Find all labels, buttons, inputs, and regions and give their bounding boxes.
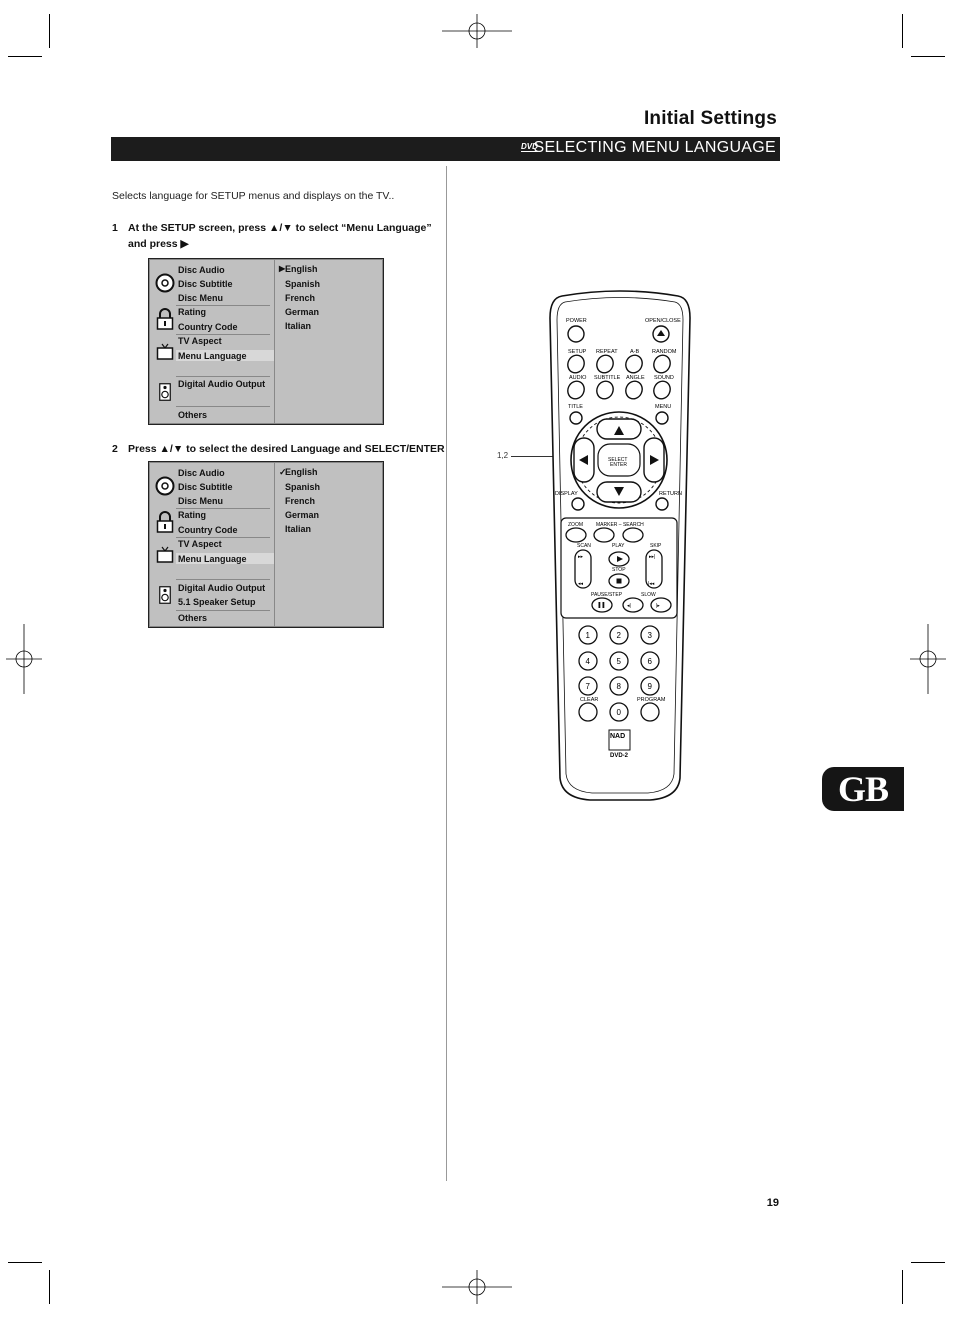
label-power: POWER (566, 318, 587, 324)
crop-mark (911, 56, 945, 57)
menu-item-country-code: Country Code (178, 525, 238, 535)
menu-separator (176, 376, 270, 377)
menu-separator (176, 508, 270, 509)
menu-item-disc-audio: Disc Audio (178, 468, 225, 478)
label-zoom: ZOOM (568, 522, 583, 528)
disc-icon (155, 476, 175, 496)
label-clear: CLEAR (580, 697, 599, 703)
search-button (623, 528, 643, 542)
menu-item-rating: Rating (178, 510, 206, 520)
crop-mark (49, 1270, 50, 1304)
menu-separator (176, 305, 270, 306)
step-text: At the SETUP screen, press ▲/▼ to select “Menu Language” and press ▶ (128, 222, 432, 250)
section-title: SELECTING MENU LANGUAGE (533, 139, 776, 156)
label-setup: SETUP (568, 349, 587, 355)
label-angle: ANGLE (626, 375, 645, 381)
menu-item-tv-aspect: TV Aspect (178, 539, 222, 549)
cursor-arrow: ▶ (279, 264, 286, 273)
tv-icon (156, 546, 174, 564)
program-button (641, 703, 659, 721)
lock-icon (156, 308, 174, 330)
menu-item-disc-subtitle: Disc Subtitle (178, 279, 233, 289)
option-spanish: Spanish (285, 482, 321, 492)
svg-text:1: 1 (585, 631, 590, 640)
language-tab: GB (822, 767, 904, 811)
title-button (570, 412, 582, 424)
menu-item-speaker-setup: 5.1 Speaker Setup (178, 597, 256, 607)
menu-item-menu-language: Menu Language (178, 554, 247, 564)
svg-text:◂|: ◂| (627, 603, 631, 609)
menu-item-disc-audio: Disc Audio (178, 265, 225, 275)
step-text: Press ▲/▼ to select the desired Language and SELECT/ENTER (128, 443, 445, 455)
label-pause-step: PAUSE/STEP (591, 592, 623, 598)
remote-control (540, 288, 700, 803)
svg-text:8: 8 (616, 682, 621, 691)
setup-menu-screen-1 (148, 258, 384, 425)
svg-text:7: 7 (585, 682, 590, 691)
svg-text:9: 9 (647, 682, 652, 691)
clear-button (579, 703, 597, 721)
option-french: French (285, 293, 316, 303)
label-marker-search: MARKER – SEARCH (596, 522, 644, 528)
menu-separator (176, 579, 270, 580)
label-audio: AUDIO (569, 375, 587, 381)
svg-text:▸▸: ▸▸ (578, 554, 584, 560)
option-french: French (285, 496, 316, 506)
model-name: DVD-2 (610, 753, 629, 759)
menu-item-menu-language: Menu Language (178, 351, 247, 361)
zoom-button (566, 528, 586, 542)
svg-text:|▸: |▸ (656, 603, 660, 609)
step-number: 2 (112, 443, 118, 455)
menu-item-country-code: Country Code (178, 322, 238, 332)
svg-text:|◂◂: |◂◂ (648, 581, 655, 587)
menu-item-disc-menu: Disc Menu (178, 496, 224, 506)
page-number: 19 (766, 1197, 779, 1209)
brand-name: NAD (610, 733, 626, 740)
svg-text:0: 0 (616, 708, 621, 717)
registration-mark-bottom (442, 1270, 512, 1304)
callout-label: 1,2 (497, 451, 509, 460)
menu-item-disc-subtitle: Disc Subtitle (178, 482, 233, 492)
label-repeat: REPEAT (596, 349, 618, 355)
registration-mark-top (442, 14, 512, 48)
svg-text:3: 3 (647, 631, 652, 640)
power-button (568, 326, 584, 342)
option-italian: Italian (285, 321, 312, 331)
menu-item-digital-audio-output: Digital Audio Output (178, 379, 266, 389)
menu-item-tv-aspect: TV Aspect (178, 336, 222, 346)
registration-mark-left (6, 624, 42, 694)
marker-button (594, 528, 614, 542)
intro-text: Selects language for SETUP menus and displays on the TV.. (112, 190, 395, 202)
menu-item-digital-audio-output: Digital Audio Output (178, 583, 266, 593)
menu-separator (176, 406, 270, 407)
label-sound: SOUND (654, 375, 674, 381)
dvd-logo: DVD (521, 142, 538, 151)
label-enter: ENTER (610, 462, 627, 468)
option-italian: Italian (285, 524, 312, 534)
svg-text:6: 6 (647, 657, 652, 666)
column-divider (446, 166, 447, 1181)
crop-mark (911, 1262, 945, 1263)
svg-text:2: 2 (616, 631, 621, 640)
step-1 (112, 220, 442, 254)
label-open-close: OPEN/CLOSE (645, 318, 681, 324)
crop-mark (8, 56, 42, 57)
svg-text:▸▸|: ▸▸| (649, 554, 656, 560)
return-button (656, 498, 668, 510)
check-mark: ✓ (279, 467, 287, 477)
label-return: RETURN (659, 491, 682, 497)
option-german: German (285, 510, 320, 520)
label-title: TITLE (568, 404, 583, 410)
option-english: English (285, 264, 318, 274)
menu-item-rating: Rating (178, 307, 206, 317)
label-slow: SLOW (641, 592, 656, 598)
option-english: English (285, 467, 318, 477)
label-menu: MENU (655, 404, 672, 410)
pause-step-button (592, 598, 612, 612)
step-2 (112, 441, 445, 457)
setup-menu-screen-2 (148, 461, 384, 628)
option-german: German (285, 307, 320, 317)
menu-separator (176, 334, 270, 335)
speaker-icon (159, 383, 171, 401)
label-scan: SCAN (577, 543, 591, 549)
option-spanish: Spanish (285, 279, 321, 289)
crop-mark (49, 14, 50, 48)
label-program: PROGRAM (637, 697, 666, 703)
lock-icon (156, 511, 174, 533)
svg-text:5: 5 (616, 657, 621, 666)
page-title: Initial Settings (643, 108, 777, 129)
speaker-icon (159, 586, 171, 604)
slow-reverse-button (623, 598, 643, 612)
display-button (572, 498, 584, 510)
step-number: 1 (112, 222, 118, 234)
crop-mark (8, 1262, 42, 1263)
label-select: SELECT (608, 457, 628, 463)
svg-text:◂◂: ◂◂ (578, 581, 584, 587)
label-display: DISPLAY (555, 491, 578, 497)
label-a-b: A-B (630, 349, 640, 355)
disc-icon (155, 273, 175, 293)
registration-mark-right (910, 624, 946, 694)
svg-text:4: 4 (585, 657, 590, 666)
menu-separator (176, 610, 270, 611)
section-bar (111, 137, 780, 161)
label-skip: SKIP (650, 543, 662, 549)
label-play: PLAY (612, 543, 625, 549)
label-stop: STOP (612, 567, 626, 573)
menu-separator (176, 537, 270, 538)
crop-mark (902, 1270, 903, 1304)
crop-mark (902, 14, 903, 48)
menu-button (656, 412, 668, 424)
menu-item-others: Others (178, 613, 208, 623)
label-subtitle: SUBTITLE (594, 375, 621, 381)
menu-item-others: Others (178, 410, 208, 420)
tv-icon (156, 343, 174, 361)
label-random: RANDOM (652, 349, 677, 355)
slow-forward-button (651, 598, 671, 612)
menu-item-disc-menu: Disc Menu (178, 293, 224, 303)
